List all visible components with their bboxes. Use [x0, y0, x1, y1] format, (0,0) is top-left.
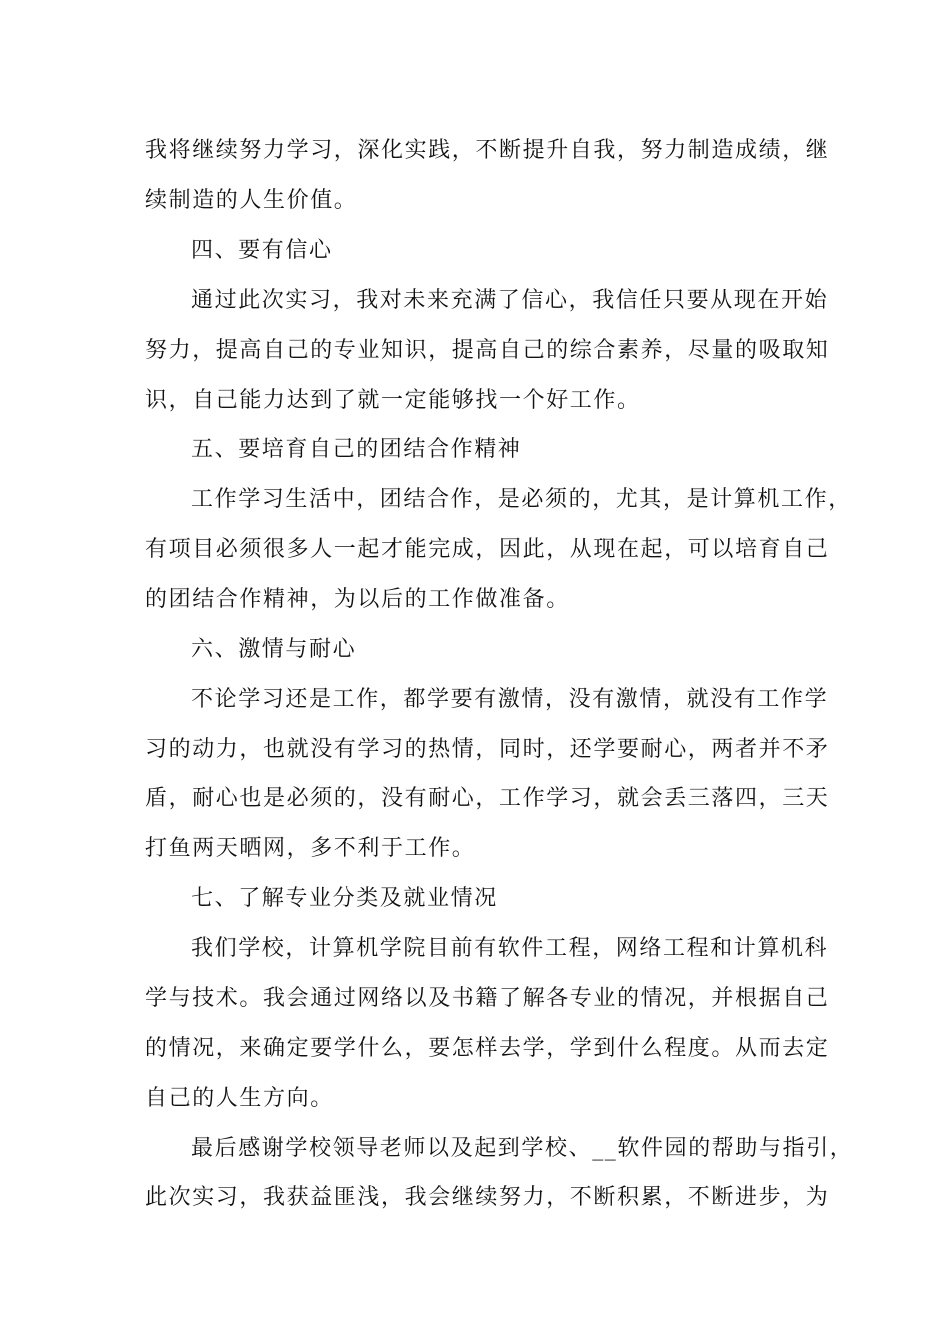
text-line: 自己的人生方向。 — [145, 1086, 334, 1111]
text-line: 的情况，来确定要学什么，要怎样去学，学到什么程度。从而去定 — [145, 1036, 830, 1061]
section-heading-7: 七、了解专业分类及就业情况 — [191, 886, 498, 911]
text-line: 此次实习，我获益匪浅，我会继续努力，不断积累，不断进步，为 — [145, 1185, 830, 1210]
text-line: 不论学习还是工作，都学要有激情，没有激情，就没有工作学 — [191, 687, 829, 712]
text-line: 打鱼两天晒网，多不利于工作。 — [145, 836, 476, 861]
text-line: 努力，提高自己的专业知识，提高自己的综合素养，尽量的吸取知 — [145, 338, 830, 363]
section-heading-5: 五、要培育自己的团结合作精神 — [191, 437, 522, 462]
text-line: 我们学校，计算机学院目前有软件工程，网络工程和计算机科 — [191, 936, 829, 961]
text-line: 最后感谢学校领导老师以及起到学校、__软件园的帮助与指引， — [191, 1136, 854, 1161]
section-heading-6: 六、激情与耐心 — [191, 637, 357, 662]
text-line: 工作学习生活中，团结合作，是必须的，尤其，是计算机工作， — [191, 487, 852, 512]
text-line: 学与技术。我会通过网络以及书籍了解各专业的情况，并根据自己 — [145, 986, 830, 1011]
text-line: 有项目必须很多人一起才能完成，因此，从现在起，可以培育自己 — [145, 537, 830, 562]
text-line: 识，自己能力达到了就一定能够找一个好工作。 — [145, 388, 641, 413]
text-line: 通过此次实习，我对未来充满了信心，我信任只要从现在开始 — [191, 288, 829, 313]
text-line: 习的动力，也就没有学习的热情，同时，还学要耐心，两者并不矛 — [145, 737, 830, 762]
section-heading-4: 四、要有信心 — [191, 238, 333, 263]
text-line: 盾，耐心也是必须的，没有耐心，工作学习，就会丢三落四，三天 — [145, 786, 830, 811]
text-line: 的团结合作精神，为以后的工作做准备。 — [145, 587, 570, 612]
text-line: 我将继续努力学习，深化实践，不断提升自我，努力制造成绩，继 — [145, 138, 830, 163]
text-line: 续制造的人生价值。 — [145, 188, 358, 213]
